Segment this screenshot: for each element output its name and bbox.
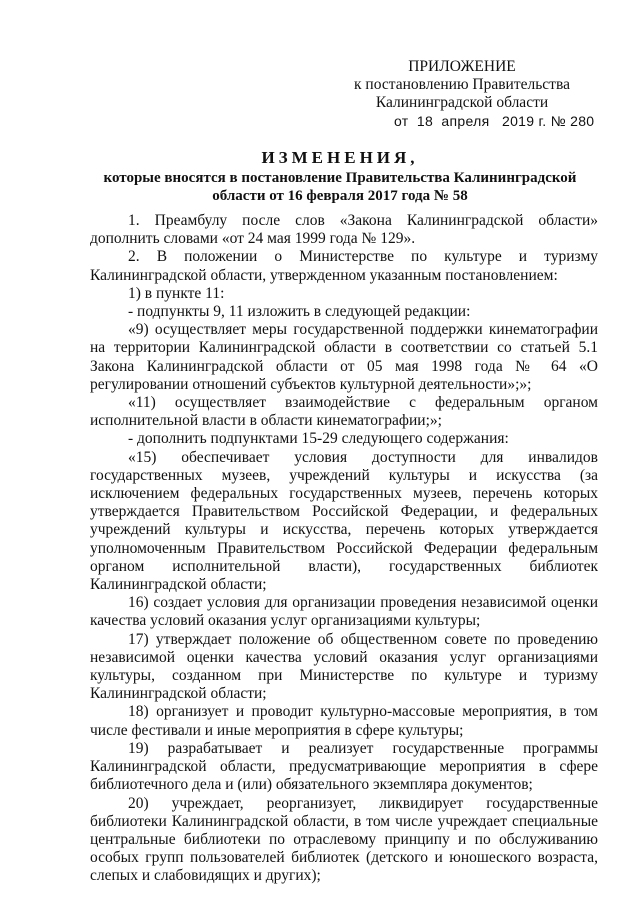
paragraph: 2. В положении о Министерстве по культуре и туризму Калининградской области, утвержденном указанным постановлением: <box>90 248 598 284</box>
paragraph: - подпункты 9, 11 изложить в следующей редакции: <box>128 303 471 321</box>
paragraph: 18) организует и проводит культурно-массовые мероприятия, в том числе фестивали и иные мероприятия в сфере культуры; <box>90 703 598 739</box>
appendix-block <box>342 58 595 130</box>
appendix-line-2: Калининградской области <box>375 94 549 111</box>
paragraph: 1. Преамбулу после слов «Закона Калининградской области» дополнить словами «от 24 мая 1999 года № 129». <box>90 212 598 248</box>
paragraph: 20) учреждает, реорганизует, ликвидирует государственные библиотеки Калининградской области, в том числе учреждает специальные центральные библиотеки по отраслевому принципу и по обслуживанию особых групп пользователей библиотек (детского и юношеского возраста, слепых и слабовидящих и других); <box>90 794 598 885</box>
appendix-line-1: к постановлению Правительства <box>354 76 570 93</box>
paragraph: «15) обеспечивает условия доступности для инвалидов государственных музеев, учреждений культуры и искусства (за исключением федеральных государственных музеев, перечень которых утверждается Правительством Российской Федерации, и федеральных учреждений культуры и искусства, перечень которых утверждается уполномоченным Правительством Российской Федерации федеральным органом исполнительной власти), государственных библиотек Калининградской области; <box>90 448 598 594</box>
paragraph: 17) утверждает положение об общественном совете по проведению независимой оценки качества условий оказания услуг организациями культуры, созданном при Министерстве по культуре и туризму Калининградской области; <box>90 630 598 703</box>
appendix-title: ПРИЛОЖЕНИЕ <box>408 58 516 75</box>
paragraph: 19) разрабатывает и реализует государственные программы Калининградской области, предусматривающие мероприятия в сфере библиотечного дела и (или) обязательного экземпляра документов; <box>90 739 598 794</box>
document-body <box>90 212 598 886</box>
heading-subtitle: которые вносятся в постановление Правительства Калининградской области от 16 февраля 2017 года № 58 <box>103 170 577 204</box>
paragraph: - дополнить подпунктами 15-29 следующего содержания: <box>128 430 509 448</box>
paragraph: 16) создает условия для организации проведения независимой оценки качества условий оказания услуг организациями культуры; <box>90 594 598 630</box>
heading-title: ИЗМЕНЕНИЯ, <box>261 148 419 167</box>
paragraph: «9) осуществляет меры государственной поддержки кинематографии на территории Калининградской области в соответствии со статьей 5.1 Закона Калининградской области от 05 мая 1998 года № 64 «О регулировании отношений субъектов культурной деятельности»;»; <box>90 321 598 393</box>
appendix-date-line: от 18 апреля 2019 г. № 280 <box>394 113 595 129</box>
paragraph: «11) осуществляет взаимодействие с федеральным органом исполнительной власти в области кинематографии;»; <box>90 394 598 430</box>
paragraph: 1) в пункте 11: <box>128 284 225 302</box>
document-heading <box>100 147 580 205</box>
